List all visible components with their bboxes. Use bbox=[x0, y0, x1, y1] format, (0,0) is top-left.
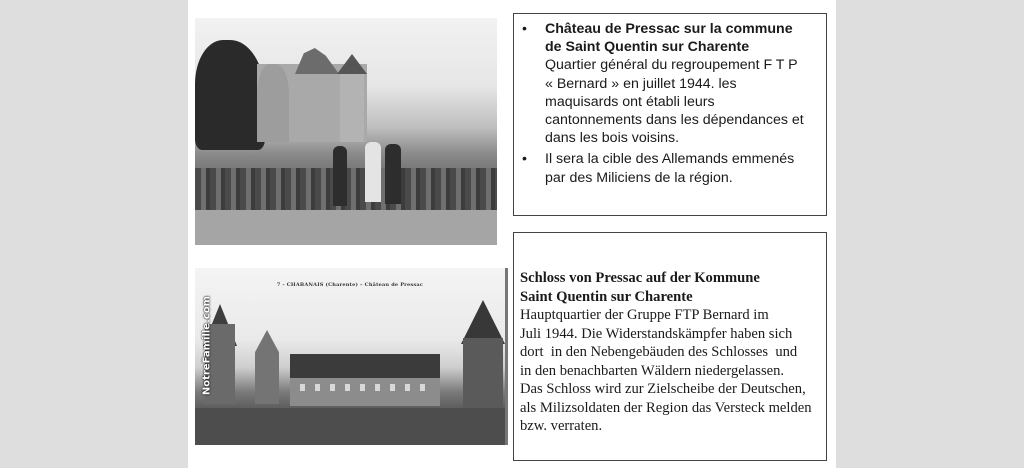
photo-tower-right bbox=[340, 72, 364, 142]
postcard-main-roof bbox=[290, 354, 440, 380]
postcard-window bbox=[420, 384, 425, 391]
postcard-window bbox=[375, 384, 380, 391]
postcard-ground bbox=[195, 408, 505, 445]
postcard-window bbox=[390, 384, 395, 391]
german-body-line: in den benachbarten Wäldern niedergelassen. bbox=[520, 362, 785, 379]
postcard-watermark: NotreFamille.com bbox=[201, 295, 213, 396]
german-body-line: bzw. verraten. bbox=[520, 418, 603, 434]
photo-roof-center bbox=[295, 48, 339, 74]
french-body-line: dans les bois voisins. bbox=[545, 130, 680, 147]
german-body-line: Hauptquartier der Gruppe FTP Bernard im bbox=[520, 307, 769, 323]
french-body-line: « Bernard » en juillet 1944. les bbox=[545, 75, 737, 92]
postcard-window bbox=[300, 384, 305, 391]
german-description-box bbox=[513, 232, 827, 461]
german-title-line: Schloss von Pressac auf der Kommune bbox=[520, 270, 760, 286]
postcard-window bbox=[315, 384, 320, 391]
photo-tower-left bbox=[257, 64, 289, 142]
french-body-line: Il sera la cible des Allemands emmenés bbox=[545, 151, 795, 168]
french-body-line: Quartier général du regroupement F T P bbox=[545, 57, 798, 74]
chateau-postcard bbox=[195, 268, 508, 445]
postcard-tower-right bbox=[463, 338, 503, 408]
postcard-window bbox=[405, 384, 410, 391]
postcard-facade bbox=[290, 378, 440, 406]
french-body-line: maquisards ont établi leurs bbox=[545, 93, 715, 110]
photo-man bbox=[385, 144, 401, 204]
french-bullet-list bbox=[520, 20, 818, 187]
french-title-line: Château de Pressac sur la commune bbox=[545, 21, 793, 37]
german-body-line: Juli 1944. Die Widerstandskämpfer haben sich bbox=[520, 325, 793, 342]
french-body-line: cantonnements dans les dépendances et bbox=[545, 112, 804, 129]
french-body-line: par des Miliciens de la région. bbox=[545, 169, 733, 186]
chateau-photo bbox=[195, 18, 497, 245]
postcard-window bbox=[345, 384, 350, 391]
french-bullet-item bbox=[520, 20, 818, 147]
photo-man bbox=[365, 142, 381, 202]
photo-man bbox=[333, 146, 347, 206]
postcard-window bbox=[330, 384, 335, 391]
photo-tree bbox=[195, 40, 265, 150]
german-body-line: als Milizsoldaten der Region das Versteck melden bbox=[520, 399, 812, 416]
german-body-line: Das Schloss wird zur Zielscheibe der Deutschen, bbox=[520, 381, 806, 397]
french-title-line: de Saint Quentin sur Charente bbox=[545, 39, 750, 56]
postcard-window bbox=[360, 384, 365, 391]
photo-road bbox=[195, 210, 497, 245]
french-description-box bbox=[513, 13, 827, 216]
postcard-tower-middle bbox=[255, 330, 279, 404]
bullet-icon: • bbox=[522, 151, 527, 168]
french-bullet-item bbox=[520, 150, 818, 186]
german-body-line: dort in den Nebengebäuden des Schlosses und bbox=[520, 344, 798, 360]
postcard-caption: 7 - CHABANAIS (Charente) – Château de Pressac bbox=[276, 282, 424, 288]
german-title-line: Saint Quentin sur Charente bbox=[520, 288, 693, 305]
bullet-icon: • bbox=[522, 21, 527, 37]
photo-roof-right bbox=[337, 54, 367, 74]
